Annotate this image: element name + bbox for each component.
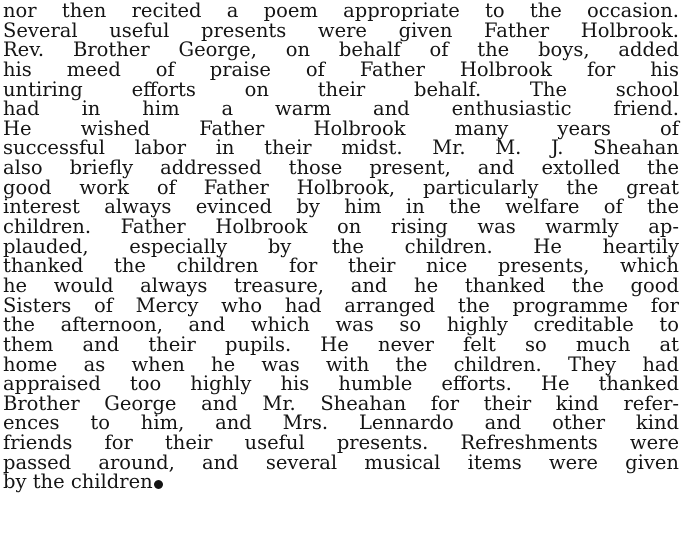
- article-line-21: Brother George and Mr. Sheahan for their kind refer-: [3, 391, 679, 415]
- article-line-19: home as when he was with the children. They had: [3, 352, 679, 376]
- article-line-23: friends for their useful presents. Refreshments were: [3, 431, 679, 455]
- newspaper-article-text: [3, 1, 679, 492]
- article-line-18: them and their pupils. He never felt so much at: [3, 332, 679, 356]
- article-line-10: good work of Father Holbrook, particularly the great: [3, 175, 679, 199]
- article-line-9: also briefly addressed those present, and extolled the: [3, 156, 679, 180]
- article-line-11: interest always evinced by him in the welfare of the: [3, 195, 679, 219]
- article-line-22: ences to him, and Mrs. Lennardo and other kind: [3, 411, 679, 435]
- article-line-25: [3, 472, 679, 492]
- article-line-4: his meed of praise of Father Holbrook for his: [3, 57, 679, 81]
- article-line-1: nor then recited a poem appropriate to the occasion.: [3, 0, 679, 22]
- article-line-17: the afternoon, and which was so highly creditable to: [3, 313, 679, 337]
- article-line-3: Rev. Brother George, on behalf of the boys, added: [3, 38, 679, 62]
- article-line-20: appraised too highly his humble efforts. He thanked: [3, 372, 679, 396]
- article-line-7: He wished Father Holbrook many years of: [3, 116, 679, 140]
- article-line-13: plauded, especially by the children. He heartily: [3, 234, 679, 258]
- article-line-16: Sisters of Mercy who had arranged the programme for: [3, 293, 679, 317]
- article-line-24: passed around, and several musical items were given: [3, 450, 679, 474]
- article-line-14: thanked the children for their nice presents, which: [3, 254, 679, 278]
- article-line-2: Several useful presents were given Father Holbrook.: [3, 18, 679, 42]
- article-line-5: untiring efforts on their behalf. The school: [3, 77, 679, 101]
- article-line-8: successful labor in their midst. Mr. M. J. Sheahan: [3, 136, 679, 160]
- article-line-15: he would always treasure, and he thanked the good: [3, 273, 679, 297]
- article-line-12: children. Father Holbrook on rising was warmly ap-: [3, 215, 679, 239]
- article-line-25-text: by the children: [3, 470, 153, 494]
- article-line-6: had in him a warm and enthusiastic friend.: [3, 97, 679, 121]
- ink-blot-mark: [154, 480, 163, 489]
